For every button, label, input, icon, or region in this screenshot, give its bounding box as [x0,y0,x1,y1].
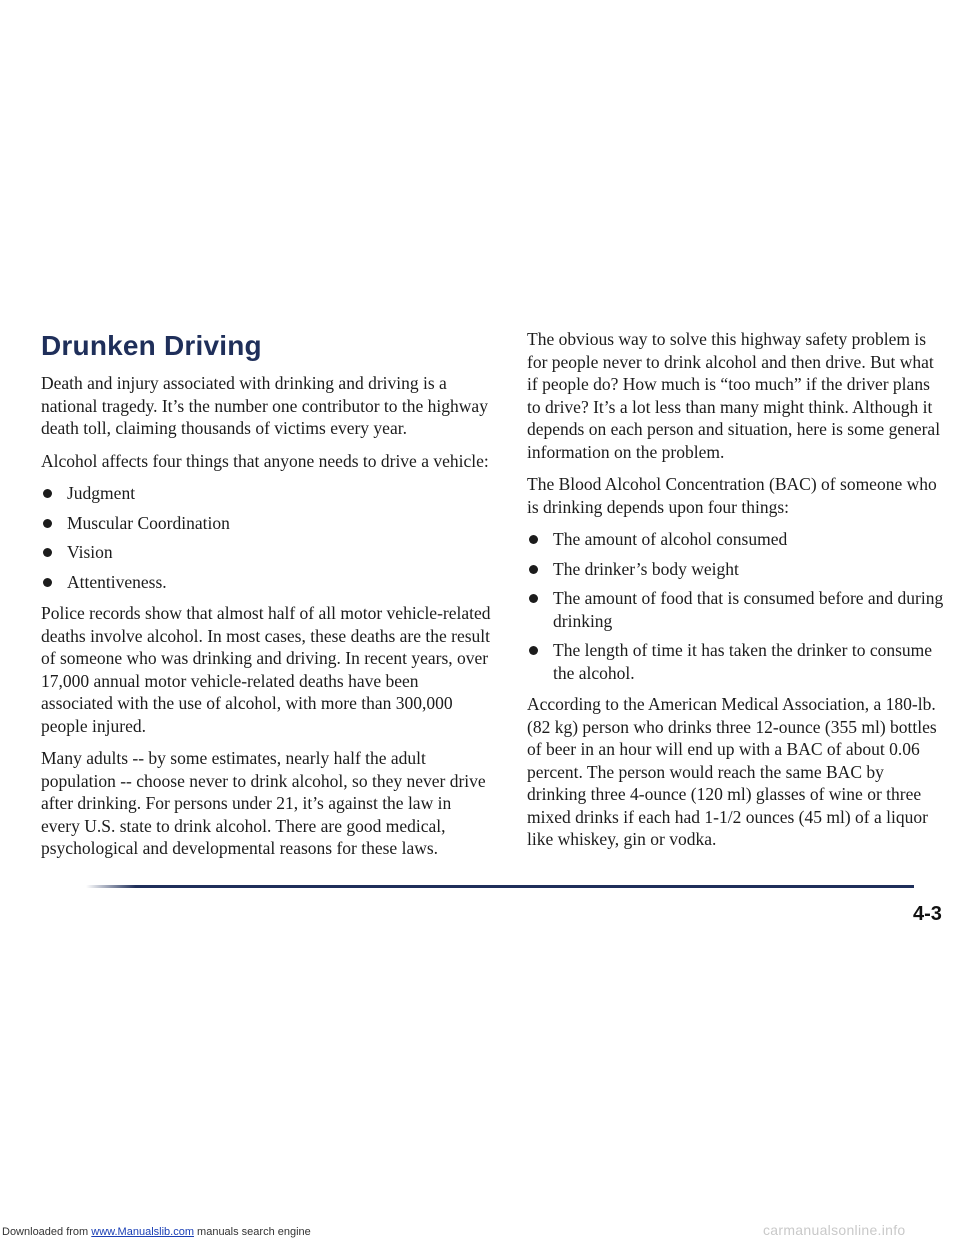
paragraph-many-adults: Many adults -- by some estimates, nearly half the adult population -- choose never to drink alcohol, so they never drive after drinking. For persons under 21, it’s against the law in every U.S. state to drink alcohol. There are good medical, psychological and developmental reasons for these laws. [41,748,486,858]
bac-factors-list [527,528,947,684]
right-column [527,302,947,861]
list-item: Muscular Coordination [41,512,491,535]
list-item: The length of time it has taken the drinker to consume the alcohol. [527,639,947,684]
bullet-icon [43,578,52,587]
paragraph-affects: Alcohol affects four things that anyone needs to drive a vehicle: [41,450,489,471]
paragraph-obvious-way: The obvious way to solve this highway safety problem is for people never to drink alcohol and then drive. But what if people do? How much is “too much” if the driver plans to drive? It’s a lot less than many might think. Although it depends on each person and situation, here is some general information on the problem. [527,329,941,462]
list-item: The amount of food that is consumed before and during drinking [527,587,947,632]
list-item: The drinker’s body weight [527,558,947,581]
paragraph-bac: The Blood Alcohol Concentration (BAC) of someone who is drinking depends upon four things: [527,474,937,517]
paragraph-ama: According to the American Medical Association, a 180-lb. (82 kg) person who drinks three 12-ounce (355 ml) bottles of beer in an hour will end up with a BAC of about 0.06 percent. The person would reach the same BAC by drinking three 4-ounce (120 ml) glasses of wine or three mixed drinks if each had 1-1/2 ounces (45 ml) of a liquor like whiskey, gin or vodka. [527,694,937,849]
watermark: carmanualsonline.info [763,1222,906,1238]
footer-prefix: Downloaded from [2,1226,92,1238]
affects-list [41,482,491,593]
manual-page [0,302,960,938]
list-item: Attentiveness. [41,571,491,594]
page-number: 4-3 [913,903,942,925]
download-footer [2,1226,311,1238]
list-item: The amount of alcohol consumed [527,528,947,551]
left-column [41,302,491,870]
list-item: Judgment [41,482,491,505]
bullet-icon [529,594,538,603]
bullet-icon [529,565,538,574]
bullet-icon [43,519,52,528]
bullet-icon [529,535,538,544]
manualslib-link[interactable]: www.Manualslib.com [91,1226,194,1238]
section-title: Drunken Driving [41,330,262,361]
bullet-icon [43,548,52,557]
footer-suffix: manuals search engine [193,1226,311,1238]
paragraph-police-records: Police records show that almost half of all motor vehicle-related deaths involve alcohol. In most cases, these deaths are the result of someone who was drinking and driving. In recent years, over 17,000 annual motor vehicle-related deaths have been associated with the use of alcohol, with more than 300,000 people injured. [41,603,491,736]
bullet-icon [529,646,538,655]
list-item: Vision [41,541,491,564]
bullet-icon [43,489,52,498]
paragraph-intro: Death and injury associated with drinking and driving is a national tragedy. It’s the number one contributor to the highway death toll, claiming thousands of victims every year. [41,373,488,438]
page-rule [86,885,914,888]
